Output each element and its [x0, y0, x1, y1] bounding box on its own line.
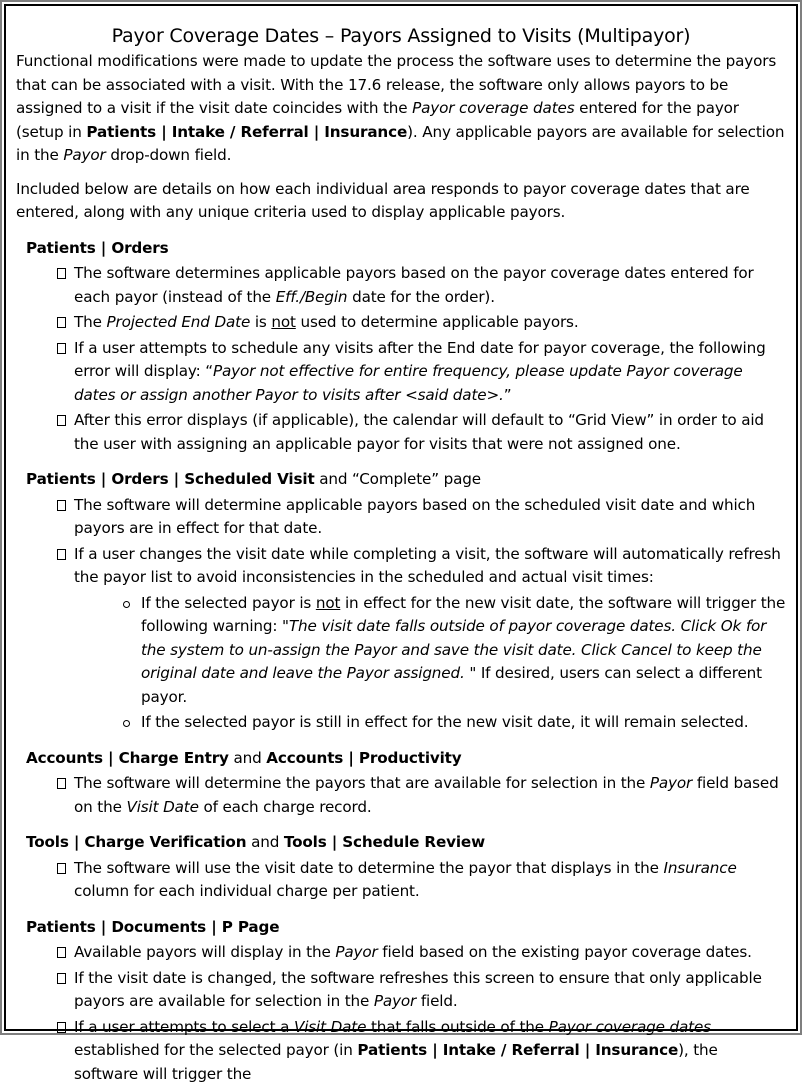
square-bullet-icon — [57, 415, 66, 426]
text: The — [74, 313, 106, 331]
text: " If desired, users can select a different payor. — [141, 664, 762, 706]
menu-path: Accounts | Charge Entry — [26, 749, 229, 767]
emphasis: Visit Date — [126, 798, 198, 816]
text: drop-down field. — [106, 146, 232, 164]
text: The software determines applicable payors based on the payor coverage dates entered for each payor (instead of the — [74, 264, 754, 306]
section-heading — [16, 747, 786, 771]
bullet-list — [16, 262, 786, 456]
menu-path: Tools | Schedule Review — [284, 833, 485, 851]
text: If the visit date is changed, the software refreshes this screen to ensure that only applicable payors are available for selection in the — [74, 969, 762, 1011]
text: ” — [504, 386, 512, 404]
text: established for the selected payor (in — [74, 1041, 357, 1059]
square-bullet-icon — [57, 1022, 66, 1033]
text: and “Complete” page — [315, 470, 481, 488]
underlined-text: not — [316, 594, 340, 612]
section-heading — [16, 237, 786, 261]
text: ), the software will trigger the — [74, 1041, 718, 1083]
circle-bullet-icon — [123, 601, 130, 608]
menu-path: Patients | Intake / Referral | Insurance — [86, 123, 407, 141]
square-bullet-icon — [57, 947, 66, 958]
emphasis: Payor — [374, 992, 416, 1010]
square-bullet-icon — [57, 863, 66, 874]
text: and — [229, 749, 266, 767]
menu-path: Patients | Documents | P Page — [26, 918, 279, 936]
section-heading — [16, 916, 786, 940]
list-item — [16, 262, 786, 309]
square-bullet-icon — [57, 500, 66, 511]
list-item — [16, 311, 786, 335]
emphasis: Projected End Date — [106, 313, 250, 331]
circle-bullet-icon — [123, 720, 130, 727]
emphasis: Payor — [335, 943, 377, 961]
list-item — [16, 967, 786, 1014]
text: in effect for the new visit date, the software will trigger the following warning: " — [141, 594, 785, 636]
menu-path: Tools | Charge Verification — [26, 833, 246, 851]
text: is — [250, 313, 271, 331]
section-scheduled-visit — [16, 468, 786, 735]
emphasis: Payor coverage dates — [549, 1018, 711, 1036]
list-item — [16, 857, 786, 904]
text: The software will use the visit date to determine the payor that displays in the — [74, 859, 664, 877]
intro-paragraph — [16, 50, 786, 168]
list-item — [16, 494, 786, 541]
bullet-list — [16, 772, 786, 819]
text: If a user attempts to schedule any visits after the End date for payor coverage, the following error will display: “ — [74, 339, 766, 381]
menu-path: Patients | Intake / Referral | Insurance — [357, 1041, 678, 1059]
list-item — [16, 1016, 786, 1086]
emphasis: Visit Date — [294, 1018, 366, 1036]
square-bullet-icon — [57, 973, 66, 984]
section-heading — [16, 831, 786, 855]
section-accounts — [16, 747, 786, 820]
text: field. — [416, 992, 457, 1010]
sub-list-item — [16, 711, 786, 735]
intro-paragraph-2: Included below are details on how each individual area responds to payor coverage dates that are entered, along with any unique criteria used to display applicable payors. — [16, 178, 786, 225]
warning-message: The visit date falls outside of payor coverage dates. Click Ok for the system to un-assign the Payor and save the visit date. Click Cancel to keep the original date and leave the Payor assigned. — [141, 617, 766, 682]
square-bullet-icon — [57, 268, 66, 279]
bullet-list — [16, 494, 786, 735]
list-item — [16, 337, 786, 408]
emphasis: Eff./Begin — [276, 288, 348, 306]
text: used to determine applicable payors. — [296, 313, 579, 331]
text: If the selected payor is still in effect for the new visit date, it will remain selected. — [141, 713, 748, 731]
emphasis: Payor — [650, 774, 692, 792]
section-patients-orders — [16, 237, 786, 457]
text: The software will determine applicable payors based on the scheduled visit date and which payors are in effect for that date. — [74, 496, 755, 538]
text: Functional modifications were made to update the process the software uses to determine the payors that can be associated with a visit. With the 17.6 release, the software only allows payors to be assigned to a visit if the visit date coincides with the — [16, 52, 776, 117]
bullet-list — [16, 941, 786, 1086]
text: If a user attempts to select a — [74, 1018, 294, 1036]
text: entered for the payor (setup in — [16, 99, 739, 141]
text: If the selected payor is — [141, 594, 316, 612]
text: After this error displays (if applicable), the calendar will default to “Grid View” in order to aid the user with assigning an applicable payor for visits that were not assigned one. — [74, 411, 764, 453]
text: field based on the — [74, 774, 779, 816]
emphasis: Payor coverage dates — [412, 99, 574, 117]
text: If a user changes the visit date while completing a visit, the software will automatically refresh the payor list to avoid inconsistencies in the scheduled and actual visit times: — [74, 545, 781, 587]
text: date for the order). — [347, 288, 494, 306]
text: The software will determine the payors that are available for selection in the — [74, 774, 650, 792]
menu-path: Patients | Orders | Scheduled Visit — [26, 470, 315, 488]
section-documents-p-page — [16, 916, 786, 1086]
emphasis: Payor — [63, 146, 105, 164]
square-bullet-icon — [57, 317, 66, 328]
emphasis: Insurance — [664, 859, 737, 877]
section-heading — [16, 468, 786, 492]
menu-path: Accounts | Productivity — [266, 749, 461, 767]
list-item — [16, 409, 786, 456]
error-message: Payor not effective for entire frequency, please update Payor coverage dates or assign another Payor to visits after <said date>. — [74, 362, 743, 404]
text: that falls outside of the — [366, 1018, 548, 1036]
sub-bullet-list — [74, 592, 786, 735]
list-item — [16, 543, 786, 735]
text: of each charge record. — [199, 798, 372, 816]
underlined-text: not — [271, 313, 295, 331]
document-body — [4, 4, 798, 1031]
list-item — [16, 772, 786, 819]
bullet-list — [16, 857, 786, 904]
text: field based on the existing payor coverage dates. — [378, 943, 752, 961]
sub-list-item — [16, 592, 786, 710]
menu-path: Patients | Orders — [26, 239, 169, 257]
text: ). Any applicable payors are available for selection in the — [16, 123, 784, 165]
square-bullet-icon — [57, 549, 66, 560]
section-tools — [16, 831, 786, 904]
text: and — [246, 833, 283, 851]
square-bullet-icon — [57, 343, 66, 354]
list-item — [16, 941, 786, 965]
square-bullet-icon — [57, 778, 66, 789]
text: Available payors will display in the — [74, 943, 335, 961]
page-title: Payor Coverage Dates – Payors Assigned to Visits (Multipayor) — [16, 23, 786, 49]
text: column for each individual charge per patient. — [74, 882, 420, 900]
